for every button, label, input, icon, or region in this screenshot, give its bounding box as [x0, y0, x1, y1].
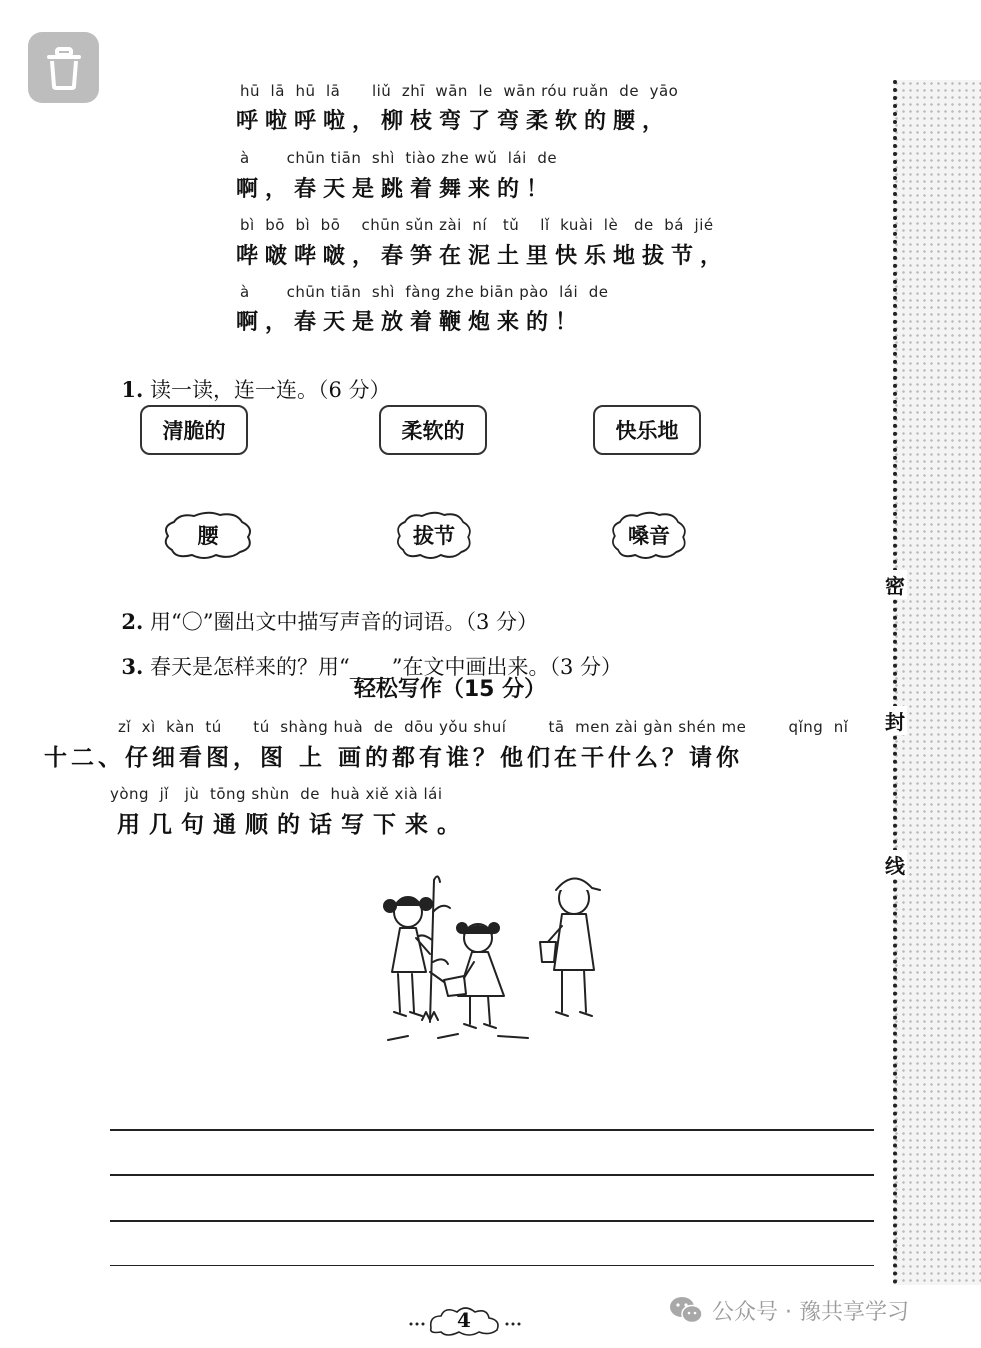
- word-box-3: 快乐地: [593, 405, 701, 455]
- wechat-icon: [668, 1295, 704, 1325]
- binding-margin: [893, 80, 981, 1285]
- poem-pinyin-1: hū lā hū lā liǔ zhī wān le wān róu ruǎn de yāo: [240, 82, 679, 100]
- writing-line-3: [110, 1220, 874, 1222]
- writing-line-2: [110, 1174, 874, 1176]
- watermark: [668, 1290, 968, 1330]
- question-12-line-1: 十二、仔细看图，图 上 画的都有谁？他们在干什么？请你: [44, 745, 744, 771]
- children-planting-illustration: [378, 862, 608, 1057]
- question-12-pinyin-1: zǐ xì kàn tú tú shàng huà de dōu yǒu shuí tā men zài gàn shén me qǐng nǐ: [118, 718, 849, 736]
- writing-line-1: [110, 1129, 874, 1131]
- word-box-1: 清脆的: [140, 405, 248, 455]
- cloud-word-3: 嗓音: [608, 510, 690, 560]
- question-3-number: 3.: [121, 654, 144, 679]
- writing-line-4: [110, 1265, 874, 1266]
- poem-pinyin-3: bì bō bì bō chūn sǔn zài ní tǔ lǐ kuài lè de bá jié: [240, 216, 714, 234]
- word-box-2: 柔软的: [379, 405, 487, 455]
- poem-line-3: 哔啵哔啵，春笋在泥土里快乐地拔节，: [236, 243, 730, 269]
- seal-dotted-line: [893, 80, 897, 1285]
- question-1: [108, 350, 391, 404]
- poem-line-4: 啊，春天是放着鞭炮来的！: [236, 309, 585, 335]
- watermark-text: 公众号 · 豫共享学习: [712, 1299, 909, 1325]
- trash-button[interactable]: [28, 32, 99, 103]
- poem-line-1: 呼啦呼啦，柳枝弯了弯柔软的腰，: [236, 108, 672, 134]
- cloud-word-2: 拔节: [393, 510, 475, 560]
- poem-pinyin-4: à chūn tiān shì fàng zhe biān pào lái de: [240, 283, 609, 301]
- trash-icon: [44, 46, 84, 90]
- page-number: 4: [405, 1302, 525, 1342]
- cloud-word-1: 腰: [160, 510, 256, 560]
- question-12-pinyin-2: yòng jǐ jù tōng shùn de huà xiě xià lái: [110, 785, 443, 803]
- section-title: 轻松写作（15 分）: [353, 677, 547, 702]
- question-3-text: 春天是怎样来的？用“____”在文中画出来。（3 分）: [143, 655, 622, 679]
- question-2-number: 2.: [121, 609, 144, 634]
- seal-char-2: 封: [883, 706, 907, 735]
- question-1-number: 1.: [121, 377, 144, 402]
- poem-pinyin-2: à chūn tiān shì tiào zhe wǔ lái de: [240, 149, 558, 167]
- seal-char-1: 密: [883, 570, 907, 599]
- seal-char-3: 线: [883, 850, 907, 879]
- question-12-line-2: 用几句通顺的话写下来。: [117, 812, 469, 838]
- question-1-text: 读一读，连一连。（6 分）: [143, 378, 391, 402]
- poem-line-2: 啊，春天是跳着舞来的！: [236, 176, 556, 202]
- question-2-text: 用“〇”圈出文中描写声音的词语。（3 分）: [143, 610, 538, 634]
